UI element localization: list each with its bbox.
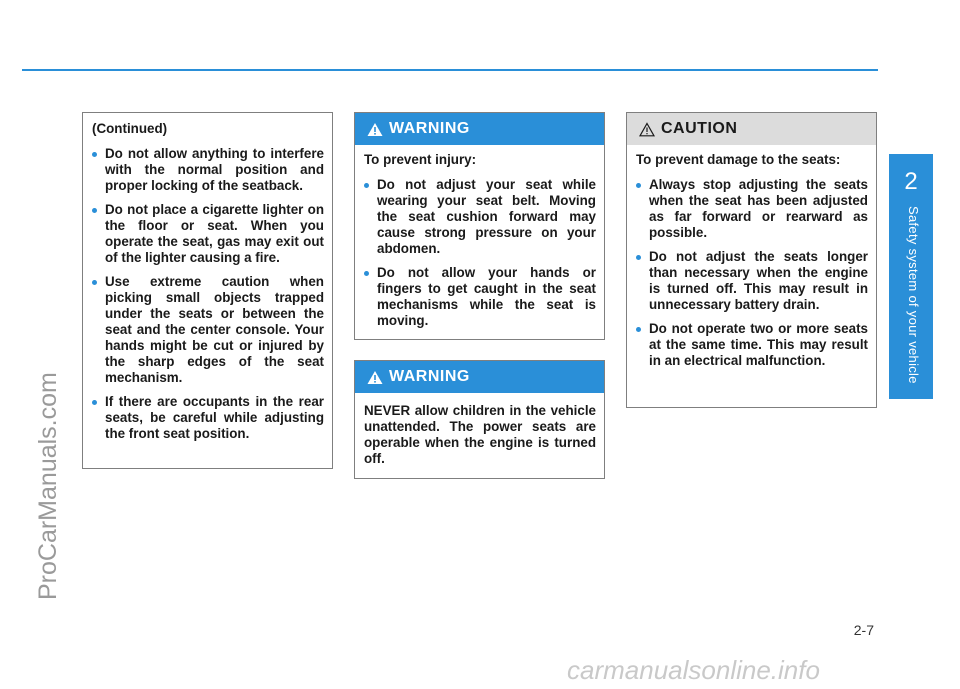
list-item: Do not allow anything to interfere with the normal position and proper locking of the seatback. bbox=[92, 146, 324, 194]
warning-title: WARNING bbox=[389, 120, 470, 137]
warning-title: WARNING bbox=[389, 368, 470, 385]
watermark-carmanualsonline: carmanualsonline.info bbox=[567, 655, 820, 685]
warning-box-injury bbox=[354, 112, 605, 340]
section-tab bbox=[889, 154, 933, 399]
page-number: 2-7 bbox=[853, 622, 874, 638]
warning-header bbox=[355, 113, 604, 145]
continued-list bbox=[92, 146, 324, 442]
list-item: Do not adjust the seats longer than necessary when the engine is turned off. This may result in unnecessary battery drain. bbox=[636, 249, 868, 313]
caution-lead: To prevent damage to the seats: bbox=[636, 152, 841, 167]
section-title: Safety system of your vehicle bbox=[906, 206, 921, 384]
continued-box bbox=[82, 112, 333, 469]
list-item: Do not operate two or more seats at the same time. This may result in an electrical malfunction. bbox=[636, 321, 868, 369]
warning-triangle-icon bbox=[367, 122, 383, 137]
warning-text: NEVER allow children in the vehicle unattended. The power seats are operable when the engine is turned off. bbox=[364, 403, 596, 466]
warning-list bbox=[364, 177, 596, 329]
section-number: 2 bbox=[904, 168, 918, 195]
caution-list bbox=[636, 177, 868, 369]
caution-triangle-icon bbox=[639, 122, 655, 137]
caution-header bbox=[627, 113, 876, 145]
warning-lead: To prevent injury: bbox=[364, 152, 477, 167]
continued-label: (Continued) bbox=[92, 121, 168, 136]
list-item: Do not adjust your seat while wearing your seat belt. Moving the seat cushion forward may cause strong pressure on your abdomen. bbox=[364, 177, 596, 257]
warning-triangle-icon bbox=[367, 370, 383, 385]
caution-box bbox=[626, 112, 877, 408]
list-item: Do not allow your hands or fingers to get caught in the seat mechanisms while the seat is moving. bbox=[364, 265, 596, 329]
top-rule bbox=[22, 69, 878, 71]
list-item: Always stop adjusting the seats when the seat has been adjusted as far forward or rearward as possible. bbox=[636, 177, 868, 241]
watermark-procarmanuals: ProCarManuals.com bbox=[34, 372, 62, 600]
warning-box-children bbox=[354, 360, 605, 479]
warning-header bbox=[355, 361, 604, 393]
list-item: Use extreme caution when picking small objects trapped under the seats or between the seat and the center console. Your hands might be cut or injured by the sharp edges of the seat mechanism. bbox=[92, 274, 324, 386]
list-item: Do not place a cigarette lighter on the floor or seat. When you operate the seat, gas may exit out of the lighter causing a fire. bbox=[92, 202, 324, 266]
caution-title: CAUTION bbox=[661, 120, 738, 137]
list-item: If there are occupants in the rear seats, be careful while adjusting the front seat position. bbox=[92, 394, 324, 442]
